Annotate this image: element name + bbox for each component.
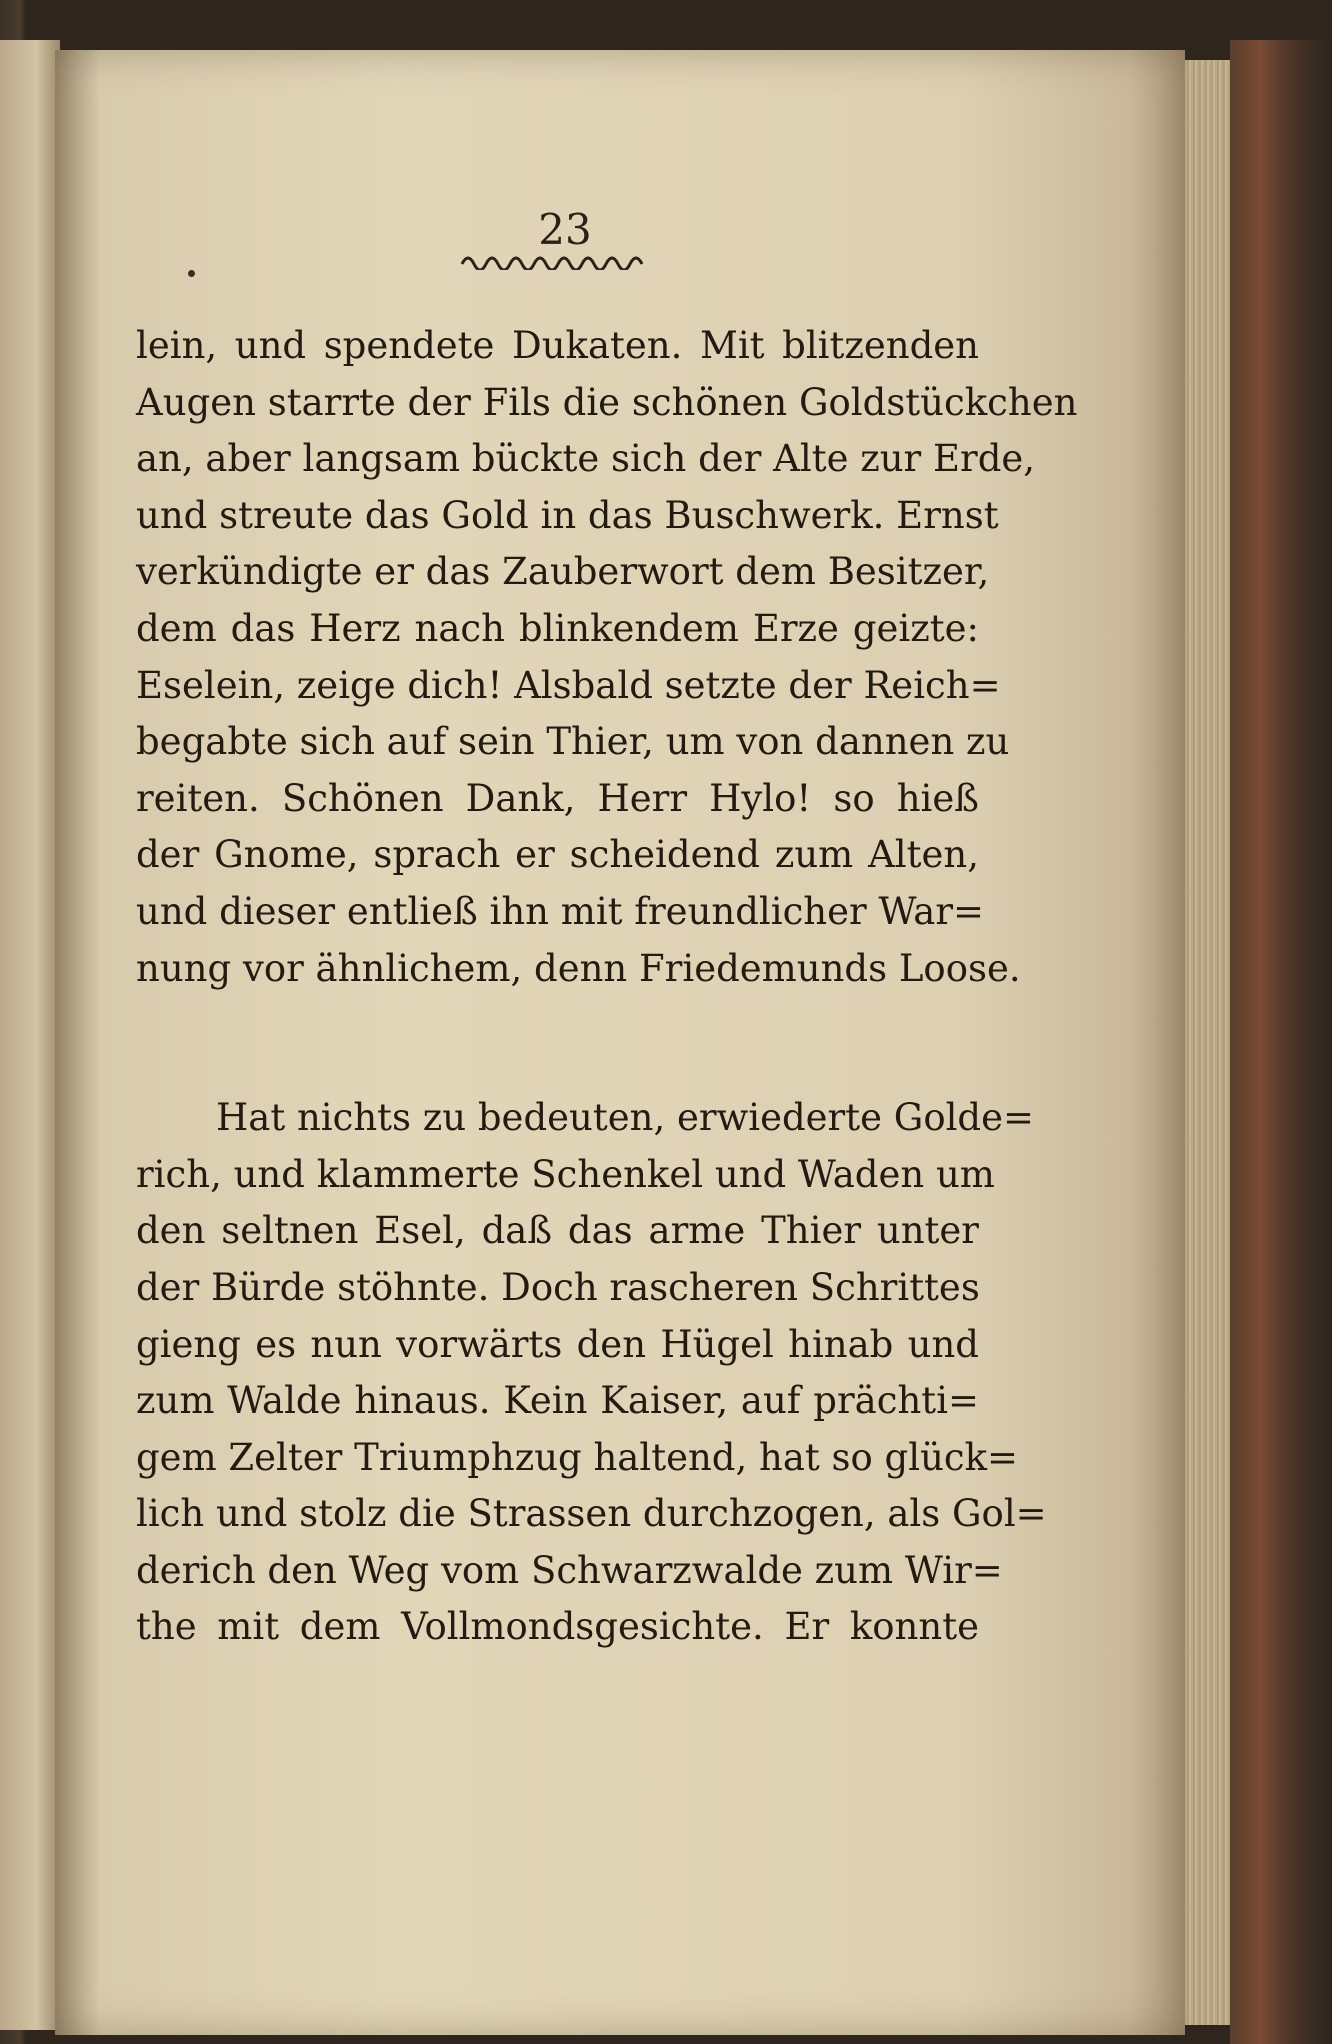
text-line: gieng es nun vorwärts den Hügel hinab und — [136, 1322, 979, 1366]
text-line: und streute das Gold in das Buschwerk. Ernst — [136, 493, 999, 537]
paragraph-gap — [136, 997, 979, 1090]
text-line: gem Zelter Triumphzug haltend, hat so glück= — [136, 1435, 1019, 1479]
book-cover-edge — [1230, 40, 1332, 2044]
text-line: the mit dem Vollmondsgesichte. Er konnte — [136, 1605, 979, 1649]
text-line: den seltnen Esel, daß das arme Thier unter — [136, 1209, 979, 1253]
page-number: 23 — [538, 205, 592, 254]
text-line: zum Walde hinaus. Kein Kaiser, auf prächti= — [136, 1379, 979, 1423]
text-line: Hat nichts zu bedeuten, erwiederte Golde= — [216, 1096, 1035, 1140]
text-line: dem das Herz nach blinkendem Erze geizte: — [136, 606, 979, 650]
text-line: lein, und spendete Dukaten. Mit blitzenden — [136, 324, 979, 367]
text-line: reiten. Schönen Dank, Herr Hylo! so hieß — [136, 776, 979, 820]
text-line: derich den Weg vom Schwarzwalde zum Wir= — [136, 1548, 1003, 1592]
text-line: und dieser entließ ihn mit freundlicher War= — [136, 889, 985, 933]
text-line: Eselein, zeige dich! Alsbald setzte der Reich= — [136, 663, 1001, 707]
text-line: rich, und klammerte Schenkel und Waden um — [136, 1152, 995, 1196]
paragraph-2 — [136, 1090, 1047, 1656]
text-line: nung vor ähnlichem, denn Friedemunds Loose. — [136, 946, 1021, 990]
text-line: verkündigte er das Zauberwort dem Besitzer, — [136, 550, 990, 594]
wave-ornament — [460, 250, 650, 270]
paragraph-1 — [136, 318, 1078, 997]
text-line: begabte sich auf sein Thier, um von dannen zu — [136, 720, 1010, 764]
text-line: der Bürde stöhnte. Doch rascheren Schrittes — [136, 1265, 980, 1309]
facing-page-edge — [0, 40, 60, 2030]
body-text — [136, 318, 1078, 1656]
text-line: Augen starrte der Fils die schönen Goldstückchen — [136, 380, 1078, 424]
text-line: der Gnome, sprach er scheidend zum Alten, — [136, 833, 979, 877]
text-line: lich und stolz die Strassen durchzogen, als Gol= — [136, 1492, 1047, 1536]
ink-dot — [188, 270, 195, 277]
page-block-edges — [1180, 60, 1230, 2025]
text-line: an, aber langsam bückte sich der Alte zur Erde, — [136, 437, 1036, 481]
